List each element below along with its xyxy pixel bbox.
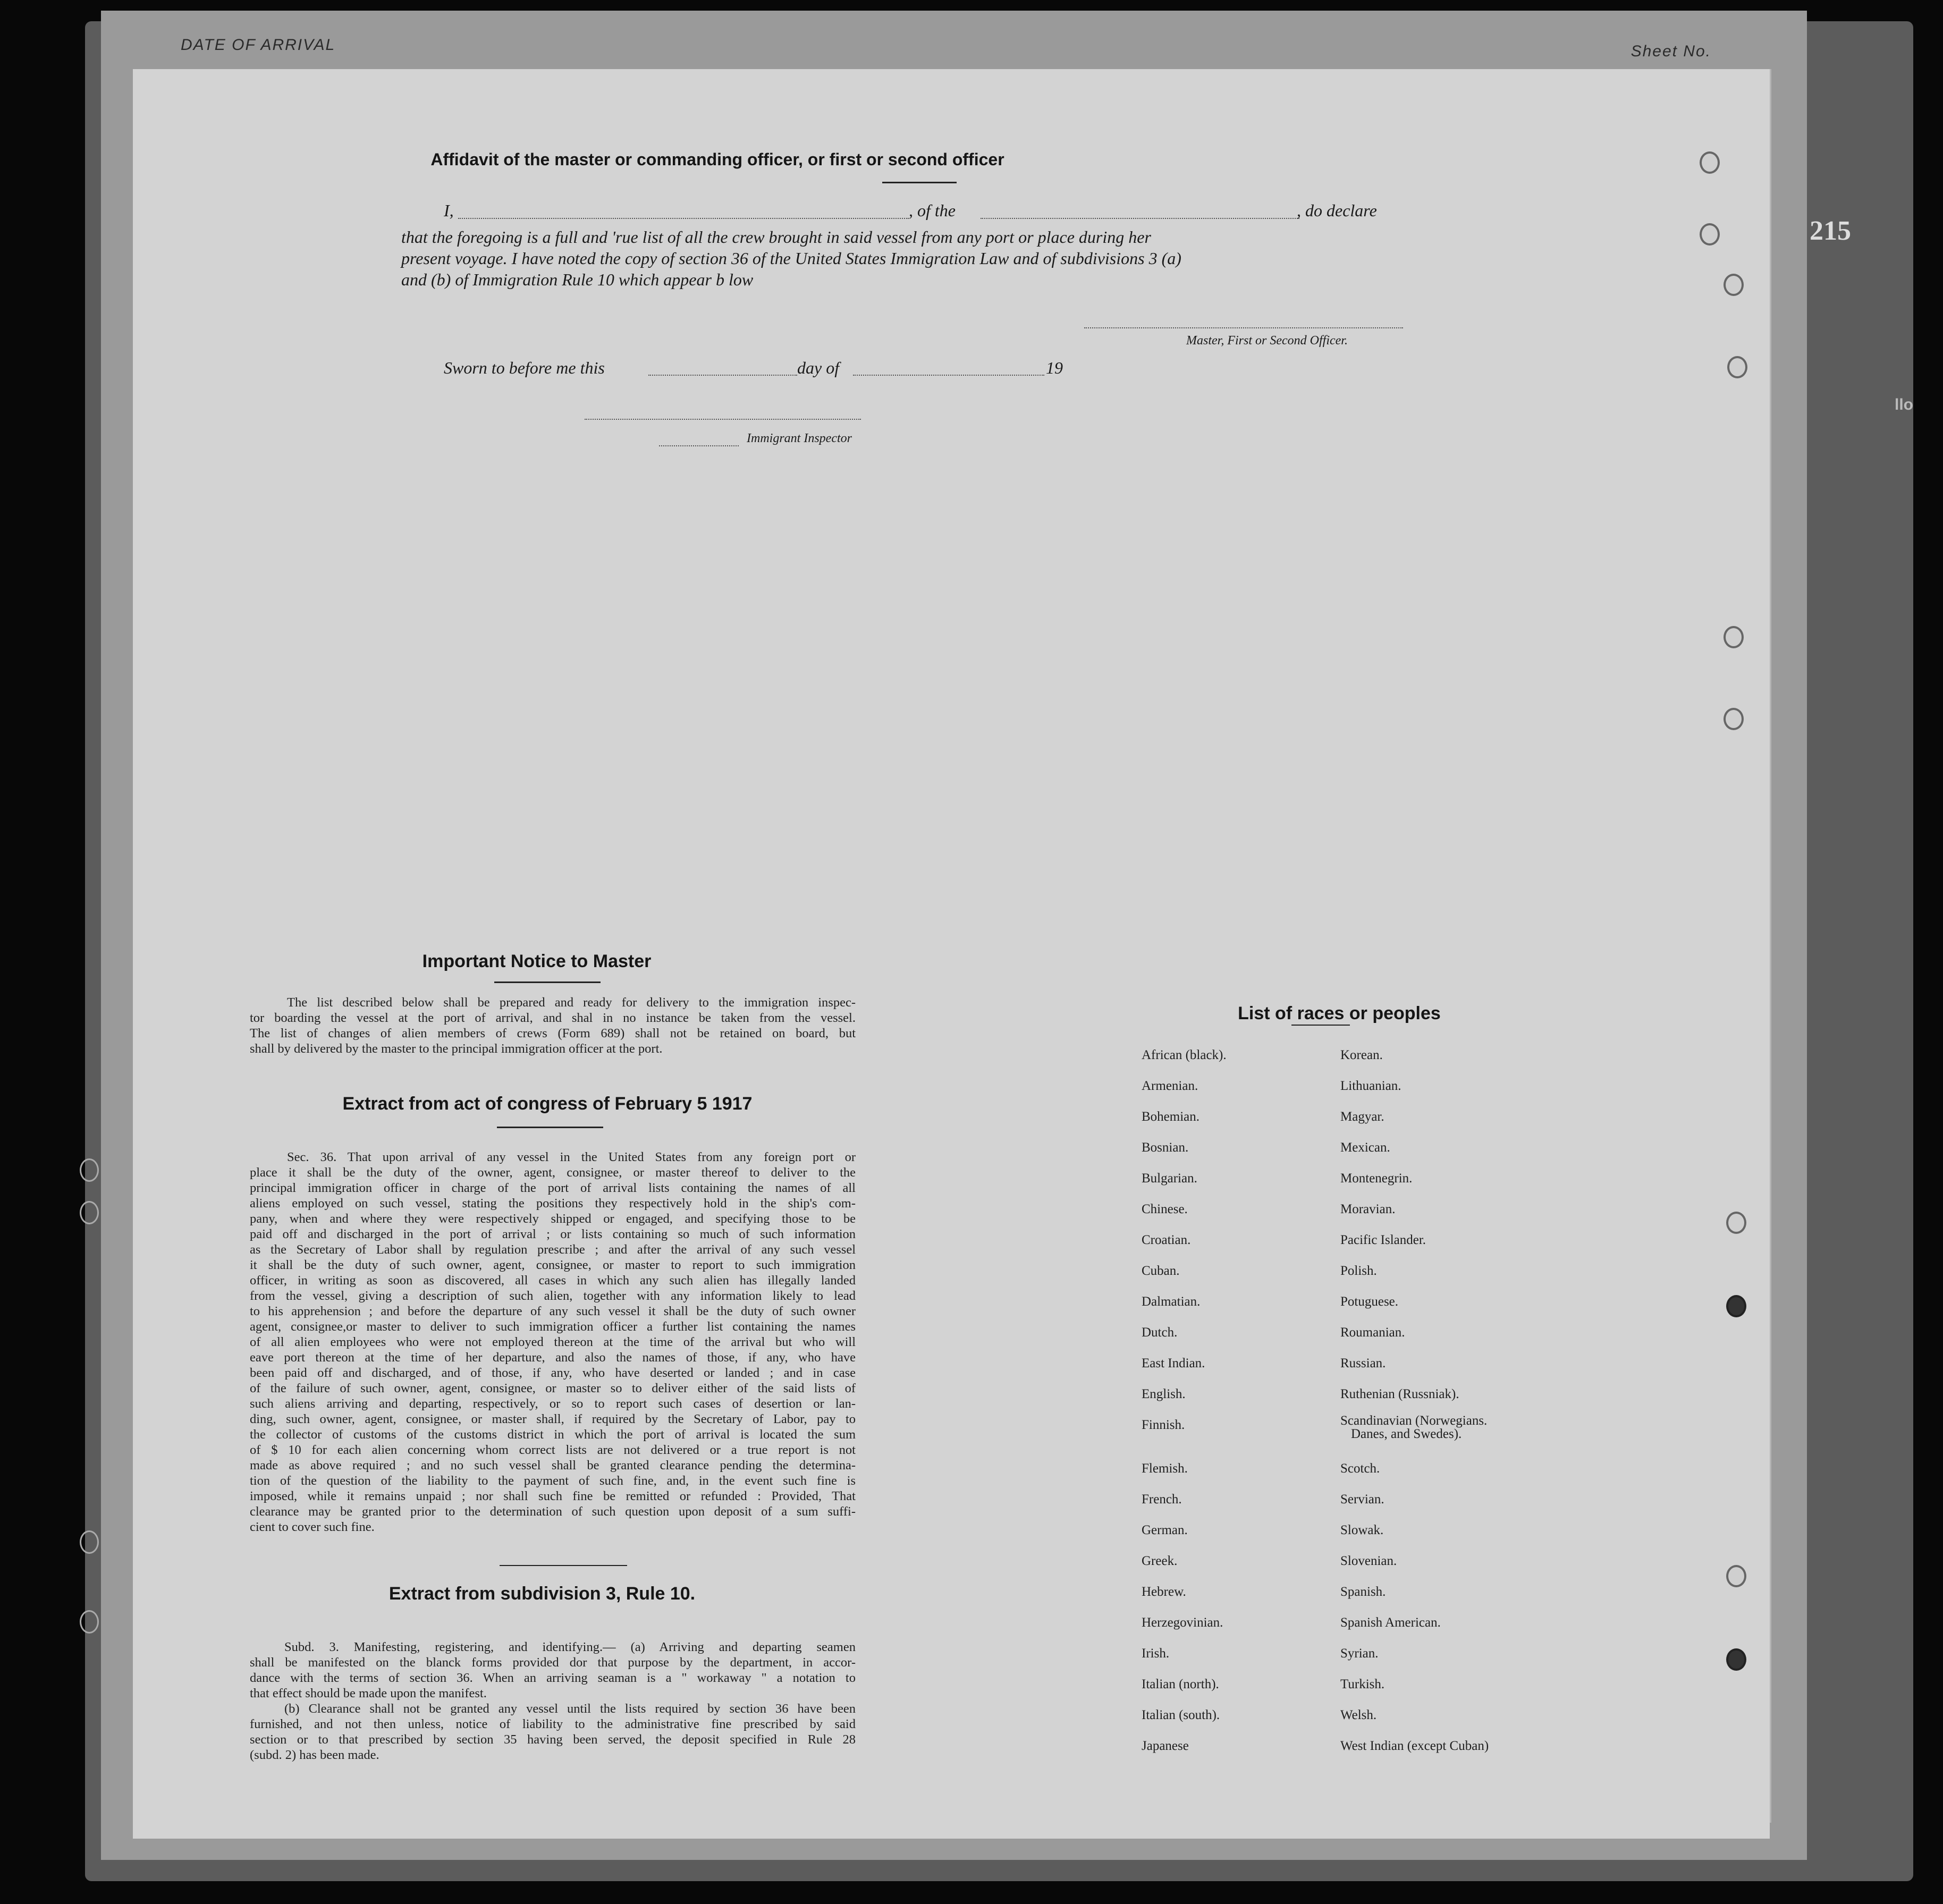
extract-act-rule (497, 1127, 603, 1128)
month-blank (853, 375, 1044, 376)
notice-line: The list of changes of alien members of crews (Form 689) shall not be retained on board, but (250, 1026, 856, 1040)
affidavit-title: Affidavit of the master or commanding officer, or first or second officer (430, 150, 1004, 169)
affidavit-of-the: , of the (909, 201, 956, 220)
race-left: Japanese (1142, 1739, 1189, 1753)
race-left: Irish. (1142, 1646, 1170, 1661)
race-left: French. (1142, 1492, 1182, 1507)
sworn-day-blank (648, 375, 797, 376)
rule-line: section or to that prescribed by section 35 having been served, the deposit specified in Rule 28 (250, 1732, 856, 1747)
rule-line: (b) Clearance shall not be granted any vessel until the lists required by section 36 have been (284, 1702, 856, 1716)
inspector-blank (659, 445, 739, 446)
act-line: of all alien employees who were not employed thereon at the time of the arrival but who will (250, 1335, 856, 1349)
races-title: List of races or peoples (1238, 1003, 1441, 1023)
act-line: aliens employed on such vessel, stating the positions they respectively hold in the ship's com- (250, 1196, 856, 1211)
act-line: it shall be the duty of such owner, agent, consignee, or master to report to such immigration (250, 1258, 856, 1272)
binder-hole (1700, 223, 1720, 246)
act-line: Sec. 36. That upon arrival of any vessel in the United States from any foreign port or (287, 1150, 856, 1164)
race-right: Roumanian. (1340, 1325, 1405, 1340)
race-left: Dalmatian. (1142, 1294, 1201, 1309)
act-line: imposed, while it remains unpaid ; nor shall such fine be remitted or refunded : Provided, That (250, 1489, 856, 1503)
binder-hole (1726, 1648, 1746, 1671)
race-right: Turkish. (1340, 1677, 1385, 1691)
race-right: Scandinavian (Norwegians. (1340, 1414, 1488, 1428)
notice-line: shall by delivered by the master to the principal immigration officer at the port. (250, 1042, 663, 1056)
race-right: Moravian. (1340, 1202, 1396, 1216)
race-left: Chinese. (1142, 1202, 1188, 1216)
race-right: Polish. (1340, 1264, 1377, 1278)
act-line: from the vessel, giving a description of such alien, together with any information likely to lead (250, 1289, 856, 1303)
side-fragment-text: llo (1895, 396, 1913, 413)
date-of-arrival-label: DATE OF ARRIVAL (181, 36, 336, 54)
vessel-blank (981, 218, 1299, 219)
act-line: of the failure of such owner, agent, consignee, or master so to deliver either of the said lists of (250, 1381, 856, 1395)
race-right: Slovenian. (1340, 1554, 1397, 1568)
race-right: Welsh. (1340, 1708, 1377, 1722)
underlying-sheet-header (181, 33, 1711, 60)
rule-line: (subd. 2) has been made. (250, 1748, 379, 1762)
act-line: made as above required ; and no such vessel shall be granted clearance pending the determina- (250, 1458, 856, 1473)
race-left: Flemish. (1142, 1461, 1188, 1476)
race-right: Korean. (1340, 1048, 1383, 1062)
act-line: ding, such owner, agent, consignee, or master shall, if required by the Secretary of Labor, pay to (250, 1412, 856, 1426)
race-left: Bohemian. (1142, 1110, 1200, 1124)
page-number: 215 (1810, 216, 1851, 246)
notice-rule (494, 981, 601, 983)
race-left: Cuban. (1142, 1264, 1180, 1278)
race-right: Scotch. (1340, 1461, 1380, 1476)
act-line: eave port thereon at the time of her departure, and also the names of those, if any, who have (250, 1350, 856, 1365)
rule-line: shall be manifested on the blanck forms provided dor that purpose by the department, in accor- (250, 1655, 856, 1670)
rule-line: furnished, and not then unless, notice of liability to the administrative fine prescribed by said (250, 1717, 856, 1731)
race-left: East Indian. (1142, 1356, 1205, 1370)
binder-hole (1700, 151, 1720, 174)
year-text: 19 (1046, 358, 1063, 377)
race-left: Croatian. (1142, 1233, 1191, 1247)
race-left: Bosnian. (1142, 1140, 1189, 1155)
race-left: Herzegovinian. (1142, 1615, 1223, 1630)
sheet-no-label: Sheet No. (1631, 43, 1711, 60)
affidavit-line-2: that the foregoing is a full and 'rue list of all the crew brought in said vessel from any port or place during her (401, 227, 1151, 247)
act-line: pany, when and where they were respectively shipped or engaged, and specifying those to be (250, 1212, 856, 1226)
act-line: as the Secretary of Labor shall by regulation prescribe ; and after the arrival of any such vessel (250, 1242, 856, 1257)
race-left: African (black). (1142, 1048, 1227, 1062)
race-right: Ruthenian (Russniak). (1340, 1387, 1459, 1401)
binder-hole (1724, 708, 1744, 730)
race-left: Greek. (1142, 1554, 1178, 1568)
binder-hole (1727, 356, 1747, 378)
day-of-text: day of (797, 358, 840, 377)
rule-line: dance with the terms of section 36. When an arriving seaman is a " workaway " a notation to (250, 1671, 856, 1685)
act-line: the collector of customs of the customs district in which the port of arrival is located the sum (250, 1427, 856, 1442)
act-line: cient to cover such fine. (250, 1520, 375, 1534)
left-binder-hole (80, 1158, 99, 1182)
affidavit-i: I, (444, 201, 454, 220)
binder-hole (1726, 1565, 1746, 1587)
affidavit-line-4: and (b) of Immigration Rule 10 which appear b low (401, 270, 754, 289)
race-left: Italian (south). (1142, 1708, 1220, 1722)
race-right: Spanish. (1340, 1585, 1386, 1599)
race-left: Armenian. (1142, 1079, 1198, 1093)
race-right: Slowak. (1340, 1523, 1384, 1537)
affidavit-line-3: present voyage. I have noted the copy of section 36 of the United States Immigration Law and of subdivisions 3 (a) (401, 249, 1181, 268)
rule-line: that effect should be made upon the manifest. (250, 1686, 487, 1700)
extract-act-title: Extract from act of congress of February 5 1917 (342, 1094, 753, 1114)
act-line: of $ 10 for each alien concerning whom correct lists are not delivered or a true report is not (250, 1443, 856, 1457)
race-right: Magyar. (1340, 1110, 1384, 1124)
title-rule (882, 182, 957, 183)
race-right: Pacific Islander. (1340, 1233, 1426, 1247)
race-right: West Indian (except Cuban) (1340, 1739, 1489, 1753)
race-left: English. (1142, 1387, 1186, 1401)
rule-line: Subd. 3. Manifesting, registering, and identifying.— (a) Arriving and departing seamen (284, 1640, 856, 1654)
inspector-signature-line (585, 419, 861, 420)
binder-hole (1724, 274, 1744, 296)
act-line: been paid off and discharged, and of those, if any, who have deserted or landed ; and in case (250, 1366, 856, 1380)
name-blank (458, 218, 909, 219)
act-line: tion of the question of the liability to the payment of such fine, and, in the event such fine is (250, 1474, 856, 1488)
race-left: German. (1142, 1523, 1188, 1537)
race-right: Servian. (1340, 1492, 1384, 1507)
race-right: Potuguese. (1340, 1294, 1399, 1309)
page-edge (1770, 69, 1793, 1823)
act-line: paid off and discharged in the port of arrival ; or lists containing so much of such information (250, 1227, 856, 1241)
extract-rule-title: Extract from subdivision 3, Rule 10. (388, 1584, 696, 1604)
notice-line: The list described below shall be prepared and ready for delivery to the immigration inspec- (287, 995, 856, 1010)
affidavit-declare: , do declare (1297, 201, 1377, 220)
race-right: Russian. (1340, 1356, 1386, 1370)
binder-hole (1724, 626, 1744, 648)
act-line: officer, in writing as soon as discovered, all cases in which any such alien has illegally landed (250, 1273, 856, 1288)
race-left: Hebrew. (1142, 1585, 1186, 1599)
act-line: to his apprehension ; and before the departure of any such vessel it shall be the duty of such owner (250, 1304, 856, 1318)
race-left: Dutch. (1142, 1325, 1178, 1340)
binder-hole (1726, 1295, 1746, 1317)
master-signature-label: Master, First or Second Officer. (1186, 334, 1348, 348)
act-line: place it shall be the duty of the owner, agent, consignee, or master thereof to deliver to the (250, 1165, 856, 1180)
race-right: Syrian. (1340, 1646, 1379, 1661)
race-left: Italian (north). (1142, 1677, 1219, 1691)
binder-hole (1726, 1212, 1746, 1234)
notice-line: tor boarding the vessel at the port of arrival, and shal in no instance be taken from the vessel. (250, 1011, 856, 1025)
inspector-label: Immigrant Inspector (747, 431, 852, 445)
sworn-text: Sworn to before me this (444, 358, 605, 377)
act-line: such aliens arriving and departing, respectively, or so to report such cases of desertion or lan- (250, 1397, 856, 1411)
race-right: Danes, and Swedes). (1351, 1427, 1462, 1441)
act-line: clearance may be granted prior to the determination of such question upon deposit of a sum suffi- (250, 1504, 856, 1519)
race-right: Lithuanian. (1340, 1079, 1401, 1093)
act-line: principal immigration officer in charge of the port of arrival lists containing the names of all (250, 1181, 856, 1195)
race-left: Bulgarian. (1142, 1171, 1197, 1186)
extract-divider (500, 1565, 627, 1566)
notice-title: Important Notice to Master (422, 951, 652, 971)
race-right: Spanish American. (1340, 1615, 1441, 1630)
left-binder-hole (80, 1610, 99, 1634)
left-binder-hole (80, 1530, 99, 1554)
race-left: Finnish. (1142, 1418, 1185, 1432)
races-underline (1291, 1025, 1350, 1026)
race-right: Mexican. (1340, 1140, 1390, 1155)
race-right: Montenegrin. (1340, 1171, 1413, 1186)
master-signature-line (1084, 327, 1403, 328)
left-binder-hole (80, 1201, 99, 1224)
act-line: agent, consignee,or master to deliver to such immigration officer a further list containing the names (250, 1319, 856, 1334)
